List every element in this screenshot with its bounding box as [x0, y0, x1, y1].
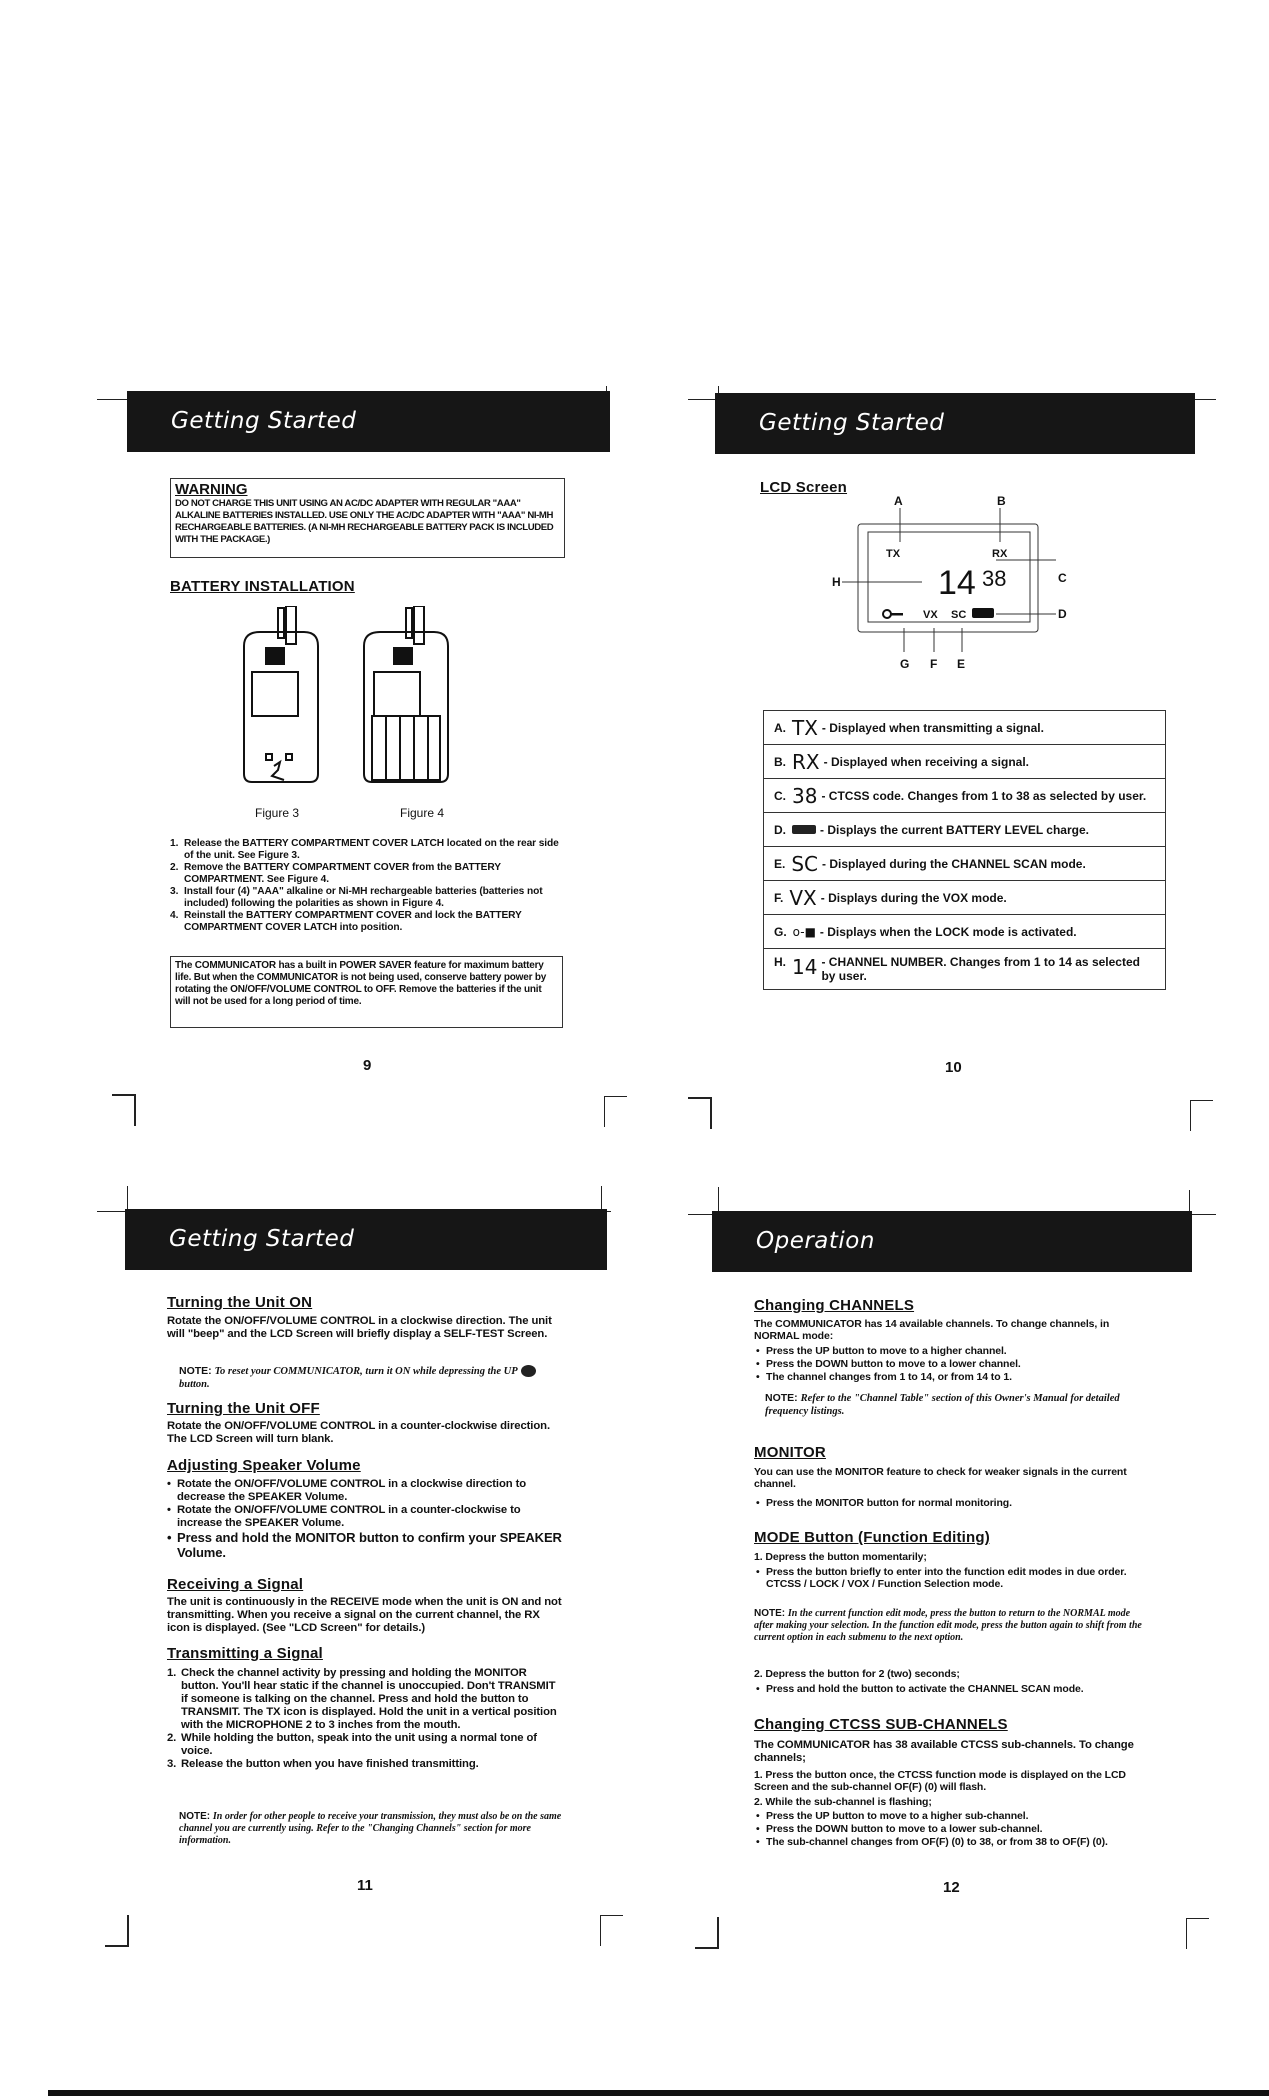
- lcd-tx: TX: [886, 548, 901, 560]
- lcd-legend-row-d: D. - Displays the current BATTERY LEVEL charge.: [764, 813, 1165, 847]
- warning-box: [170, 478, 565, 558]
- lock-icon: o-■: [792, 924, 816, 939]
- page10-header: Getting Started: [715, 393, 1195, 454]
- page12-header: Operation: [712, 1211, 1192, 1272]
- figure3-device-icon: [244, 606, 318, 782]
- list-item: • The channel changes from 1 to 14, or from 14 to 1.: [756, 1371, 1149, 1384]
- lcd-channel: 14: [938, 564, 976, 602]
- volume-list: [167, 1478, 564, 1560]
- list-item: • Rotate the ON/OFF/VOLUME CONTROL in a clockwise direction to decrease the SPEAKER Volume.: [167, 1478, 564, 1504]
- channel-list: [756, 1345, 1149, 1384]
- lcd-legend-row-f: F. VX - Displays during the VOX mode.: [764, 881, 1165, 915]
- lcd-legend-row-c: C. 38 - CTCSS code. Changes from 1 to 38 as selected by user.: [764, 779, 1165, 813]
- power-saver-box: [170, 956, 563, 1028]
- list-item: 2. While holding the button, speak into the unit using a normal tone of voice.: [167, 1732, 537, 1757]
- mode-list-2: [756, 1683, 1149, 1696]
- lcd-label-g: G: [900, 657, 910, 671]
- list-item: 1. Check the channel activity by pressing and holding the MONITOR button. You'll hear static if the channel is unoccupied. Don't TRANSMIT if someone is talking on the channel. Press and hold the button to TRANSMIT. The TX icon is displayed. Hold the unit in a vertical position with the MICROPHONE 2 to 3 inches from the mouth.: [167, 1667, 557, 1731]
- list-item: • Press the UP button to move to a higher sub-channel.: [756, 1810, 1149, 1823]
- lcd-label-d: D: [1058, 607, 1067, 621]
- turning-on-text: Rotate the ON/OFF/VOLUME CONTROL in a clockwise direction. The unit will "beep" and the LCD Screen will briefly display a SELF-TEST Screen.: [167, 1315, 552, 1340]
- receiving-signal-title: Receiving a Signal: [167, 1576, 304, 1593]
- turning-off-title: Turning the Unit OFF: [167, 1400, 320, 1417]
- lcd-label-e: E: [957, 657, 966, 671]
- power-saver-text: The COMMUNICATOR has a built in POWER SAVER feature for maximum battery life. But when the COMMUNICATOR is not being used, conserve battery power by rotating the ON/OFF/VOLUME CONTROL to OFF. Remove the batteries if the unit will not be used for a long period of time.: [175, 960, 547, 1007]
- battery-level-icon: [792, 825, 816, 834]
- lcd-vx: VX: [923, 609, 938, 621]
- channels-note: NOTE: Refer to the "Channel Table" section of this Owner's Manual for detailed frequency listings.: [765, 1392, 1120, 1417]
- list-item: • Press the DOWN button to move to a lower channel.: [756, 1358, 1149, 1371]
- lcd-legend-table: [763, 710, 1166, 990]
- turning-off-text: Rotate the ON/OFF/VOLUME CONTROL in a counter-clockwise direction. The LCD Screen will turn blank.: [167, 1420, 550, 1445]
- lcd-label-a: A: [894, 494, 903, 508]
- battery-installation-title: BATTERY INSTALLATION: [170, 578, 355, 595]
- up-button-icon: [521, 1365, 536, 1377]
- battery-step: 4. Reinstall the BATTERY COMPARTMENT COVER and lock the BATTERY COMPARTMENT COVER LATCH into position.: [170, 910, 522, 933]
- monitor-text: You can use the MONITOR feature to check for weaker signals in the current channel.: [754, 1466, 1127, 1490]
- lcd-legend-row-b: B. RX - Displayed when receiving a signal.: [764, 745, 1165, 779]
- list-item: • Press the UP button to move to a higher channel.: [756, 1345, 1149, 1358]
- warning-text: DO NOT CHARGE THIS UNIT USING AN AC/DC ADAPTER WITH REGULAR "AAA" ALKALINE BATTERIES INSTALLED. USE ONLY THE AC/DC ADAPTER WITH "AAA" NI-MH RECHARGEABLE BATTERIES. (A NI-MH RECHARGEABLE BATTERY PACK IS INCLUDED WITH THE PACKAGE.): [175, 498, 554, 545]
- turning-on-note: NOTE: To reset your COMMUNICATOR, turn it ON while depressing the UP button.: [179, 1365, 564, 1391]
- lcd-label-f: F: [930, 657, 938, 671]
- page-number-12: 12: [943, 1879, 960, 1896]
- lcd-code: 38: [982, 566, 1007, 591]
- changing-channels-title: Changing CHANNELS: [754, 1297, 915, 1314]
- adjusting-volume-title: Adjusting Speaker Volume: [167, 1457, 361, 1474]
- figure3-label: Figure 3: [255, 806, 300, 820]
- lcd-battery-icon: [972, 608, 994, 618]
- list-item: • Press the DOWN button to move to a lower sub-channel.: [756, 1823, 1149, 1836]
- monitor-list: [756, 1497, 1149, 1510]
- lcd-legend-row-e: E. SC - Displayed during the CHANNEL SCAN mode.: [764, 847, 1165, 881]
- lcd-legend-row-h: H. 14 - CHANNEL NUMBER. Changes from 1 to 14 as selected by user.: [774, 955, 1140, 983]
- lcd-label-c: C: [1058, 571, 1067, 585]
- transmitting-signal-title: Transmitting a Signal: [167, 1645, 323, 1662]
- turning-on-title: Turning the Unit ON: [167, 1294, 313, 1311]
- transmitting-steps: [167, 1667, 564, 1771]
- mode-step-1: 1. Depress the button momentarily;: [754, 1551, 927, 1563]
- list-item: • Rotate the ON/OFF/VOLUME CONTROL in a counter-clockwise to increase the SPEAKER Volume.: [167, 1504, 564, 1530]
- changing-channels-text: The COMMUNICATOR has 14 available channels. To change channels, in NORMAL mode:: [754, 1318, 1110, 1342]
- changing-ctcss-title: Changing CTCSS SUB-CHANNELS: [754, 1716, 1008, 1733]
- ctcss-step-1: 1. Press the button once, the CTCSS function mode is displayed on the LCD Screen and the sub-channel OF(F) (0) will flash.: [754, 1769, 1126, 1793]
- list-item: • Press and hold the button to activate the CHANNEL SCAN mode.: [756, 1683, 1149, 1696]
- transmitting-note: NOTE: In order for other people to receive your transmission, they must also be on the same channel you are currently using. Refer to the "Changing Channels" section for more information.: [179, 1811, 562, 1846]
- lcd-screen-title: LCD Screen: [760, 479, 848, 496]
- battery-steps: [170, 838, 565, 934]
- mode-button-title: MODE Button (Function Editing): [754, 1529, 990, 1546]
- page-number-9: 9: [363, 1057, 372, 1074]
- mode-note: NOTE: In the current function edit mode, press the button to return to the NORMAL mode after making your selection. In the function edit mode, press the button again to shift from the current option in each submenu to the next option.: [754, 1608, 1142, 1643]
- list-item: • Press the MONITOR button for normal monitoring.: [756, 1497, 1149, 1510]
- page11-header: Getting Started: [125, 1209, 607, 1270]
- list-item: 3. Release the button when you have finished transmitting.: [167, 1758, 479, 1770]
- mode-list-1: [756, 1566, 1149, 1590]
- figure4-device-icon: [364, 606, 448, 782]
- lcd-legend-row-g: G. o-■ - Displays when the LOCK mode is activated.: [764, 915, 1165, 949]
- lcd-sc: SC: [951, 609, 967, 621]
- lcd-lock-icon: [883, 610, 903, 618]
- ctcss-step-2: 2. While the sub-channel is flashing;: [754, 1796, 932, 1808]
- page9-header: Getting Started: [127, 391, 610, 452]
- battery-step: 2. Remove the BATTERY COMPARTMENT COVER from the BATTERY COMPARTMENT. See Figure 4.: [170, 862, 501, 885]
- receiving-signal-text: The unit is continuously in the RECEIVE mode when the unit is ON and not transmitting. When you receive a signal on the current channel, the RX icon is displayed. (See "LCD Screen" for details.): [167, 1596, 562, 1634]
- list-item: • The sub-channel changes from OF(F) (0) to 38, or from 38 to OF(F) (0).: [756, 1836, 1149, 1849]
- figure4-label: Figure 4: [400, 806, 445, 820]
- lcd-label-h: H: [832, 575, 841, 589]
- list-item: • Press and hold the MONITOR button to confirm your SPEAKER Volume.: [167, 1530, 564, 1560]
- battery-step: 3. Install four (4) "AAA" alkaline or Ni-MH rechargeable batteries (batteries not included) following the polarities as shown in Figure 4.: [170, 886, 543, 909]
- lcd-label-b: B: [997, 494, 1006, 508]
- ctcss-list: [756, 1810, 1149, 1849]
- battery-figures: [230, 606, 470, 796]
- page-number-11: 11: [357, 1877, 373, 1894]
- lcd-screen-diagram: [820, 490, 1080, 680]
- page-number-10: 10: [945, 1059, 962, 1076]
- battery-step: 1. Release the BATTERY COMPARTMENT COVER LATCH located on the rear side of the unit. See Figure 3.: [170, 838, 559, 861]
- lcd-rx: RX: [992, 548, 1008, 560]
- ctcss-text: The COMMUNICATOR has 38 available CTCSS sub-channels. To change channels;: [754, 1739, 1134, 1764]
- monitor-title: MONITOR: [754, 1444, 826, 1461]
- warning-title: WARNING: [175, 481, 248, 498]
- mode-step-2: 2. Depress the button for 2 (two) seconds;: [754, 1668, 960, 1680]
- lcd-legend-row-a: A. TX - Displayed when transmitting a signal.: [764, 711, 1165, 745]
- list-item: • Press the button briefly to enter into the function edit modes in due order. CTCSS / LOCK / VOX / Function Selection mode.: [756, 1566, 1149, 1590]
